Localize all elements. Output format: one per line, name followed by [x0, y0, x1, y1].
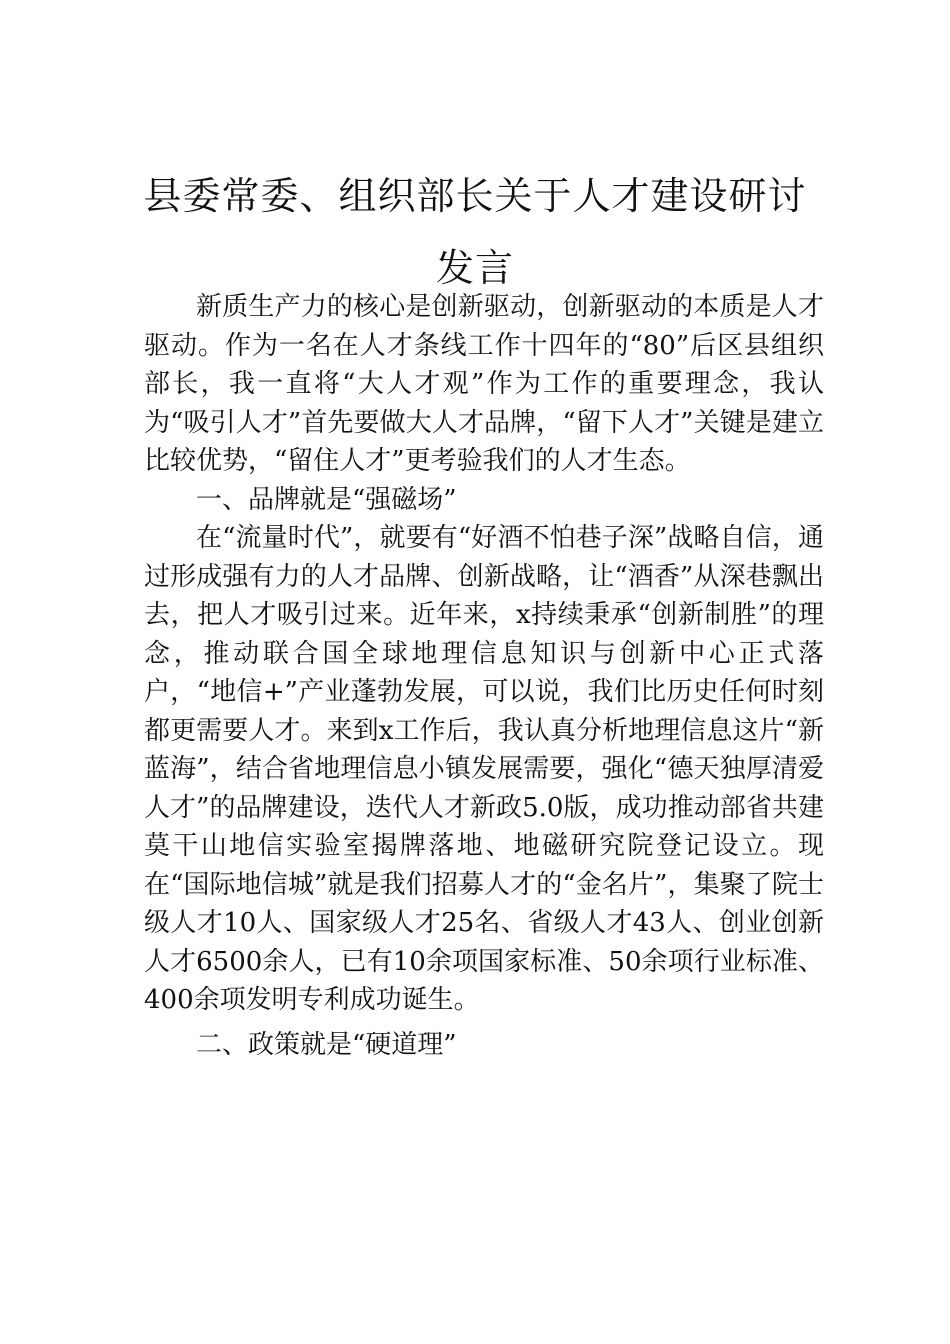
section-heading-2: 二、政策就是“硬道理” [196, 1029, 457, 1060]
intro-paragraph: 新质生产力的核心是创新驱动，创新驱动的本质是人才驱动。作为一名在人才条线工作十四年的“80”后区县组织部长，我一直将“大人才观”作为工作的重要理念，我认为“吸引人才”首先要做大人才品牌，“留下人才”关键是建立比较优势，“留住人才”更考验我们的人才生态。 [144, 292, 824, 476]
section-1-paragraph: 在“流量时代”，就要有“好酒不怕巷子深”战略自信，通过形成强有力的人才品牌、创新战略，让“酒香”从深巷飘出去，把人才吸引过来。近年来，x持续秉承“创新制胜”的理念，推动联合国全球地理信息知识与创新中心正式落户，“地信+”产业蓬勃发展，可以说，我们比历史任何时刻都更需要人才。来到x工作后，我认真分析地理信息这片“新蓝海”，结合省地理信息小镇发展需要，强化“德天独厚清爱人才”的品牌建设，迭代人才新政5.0版，成功推动部省共建莫干山地信实验室揭牌落地、地磁研究院登记设立。现在“国际地信城”就是我们招募人才的“金名片”，集聚了院士级人才10人、国家级人才25名、省级人才43人、创业创新人才6500余人，已有10余项国家标准、50余项行业标准、400余项发明专利成功诞生。 [144, 523, 824, 1015]
document-title: 县委常委、组织部长关于人才建设研讨发言 [143, 174, 807, 290]
document-body [144, 288, 824, 1064]
section-heading-1: 一、品牌就是“强磁场” [196, 484, 457, 515]
